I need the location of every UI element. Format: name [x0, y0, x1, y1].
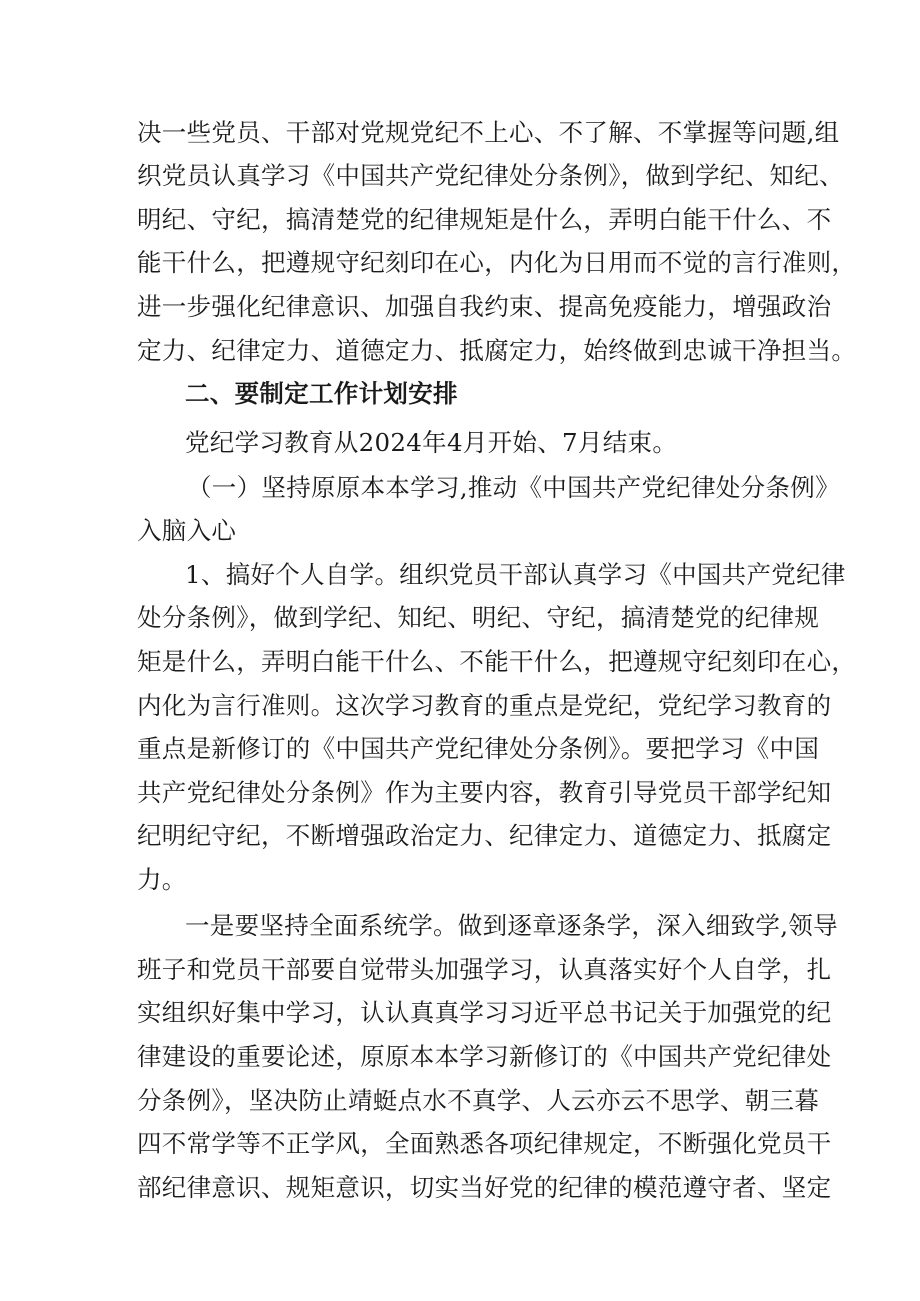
subsection-heading: （一）坚持原原本本学习,推动《中国共产党纪律处分条例》 — [187, 473, 840, 502]
text-line: 进一步强化纪律意识、加强自我约束、提高免疫能力，增强政治 — [137, 292, 832, 321]
text-line: 部纪律意识、规矩意识，切实当好党的纪律的模范遵守者、坚定 — [137, 1173, 832, 1202]
section-heading: 二、要制定工作计划安排 — [185, 379, 458, 408]
text-line: 班子和党员干部要自觉带头加强学习，认真落实好个人自学，扎 — [137, 955, 832, 984]
text-line: 明纪、守纪，搞清楚党的纪律规矩是什么，弄明白能干什么、不 — [137, 205, 832, 234]
text-line: 内化为言行准则。这次学习教育的重点是党纪，党纪学习教育的 — [137, 691, 832, 720]
text-line: 共产党纪律处分条例》作为主要内容，教育引导党员干部学纪知 — [137, 778, 832, 807]
text-line: 一是要坚持全面系统学。做到逐章逐条学，深入细致学,领导 — [185, 911, 838, 940]
subsection-heading-cont: 入脑入心 — [137, 516, 237, 545]
text-line: 实组织好集中学习，认认真真学习习近平总书记关于加强党的纪 — [137, 998, 832, 1027]
text-line: 纪明纪守纪，不断增强政治定力、纪律定力、道德定力、抵腐定 — [137, 821, 832, 850]
text-line: 律建设的重要论述，原原本本学习新修订的《中国共产党纪律处 — [137, 1042, 832, 1071]
text-line: 处分条例》，做到学纪、知纪、明纪、守纪，搞清楚党的纪律规 — [137, 603, 820, 632]
text-line: 力。 — [137, 865, 187, 894]
text-line: 重点是新修订的《中国共产党纪律处分条例》。要把学习《中国 — [137, 734, 820, 763]
text-line: 能干什么，把遵规守纪刻印在心，内化为日用而不觉的言行准则， — [137, 248, 857, 277]
text-line: 决一些党员、干部对党规党纪不上心、不了解、不掌握等问题,组 — [137, 118, 840, 147]
text-line: 矩是什么，弄明白能干什么、不能干什么，把遵规守纪刻印在心， — [137, 647, 857, 676]
text-line: 分条例》，坚决防止靖蜓点水不真学、人云亦云不思学、朝三暮 — [137, 1086, 820, 1115]
text-line: 定力、纪律定力、道德定力、抵腐定力，始终做到忠诚干净担当。 — [137, 336, 857, 365]
text-line: 织党员认真学习《中国共产党纪律处分条例》，做到学纪、知纪、 — [137, 161, 844, 190]
text-line: 1、搞好个人自学。组织党员干部认真学习《中国共产党纪律 — [185, 560, 846, 589]
text-line: 四不常学等不正学风，全面熟悉各项纪律规定，不断强化党员干 — [137, 1129, 832, 1158]
text-line: 党纪学习教育从2024年4月开始、7月结束。 — [185, 428, 678, 457]
